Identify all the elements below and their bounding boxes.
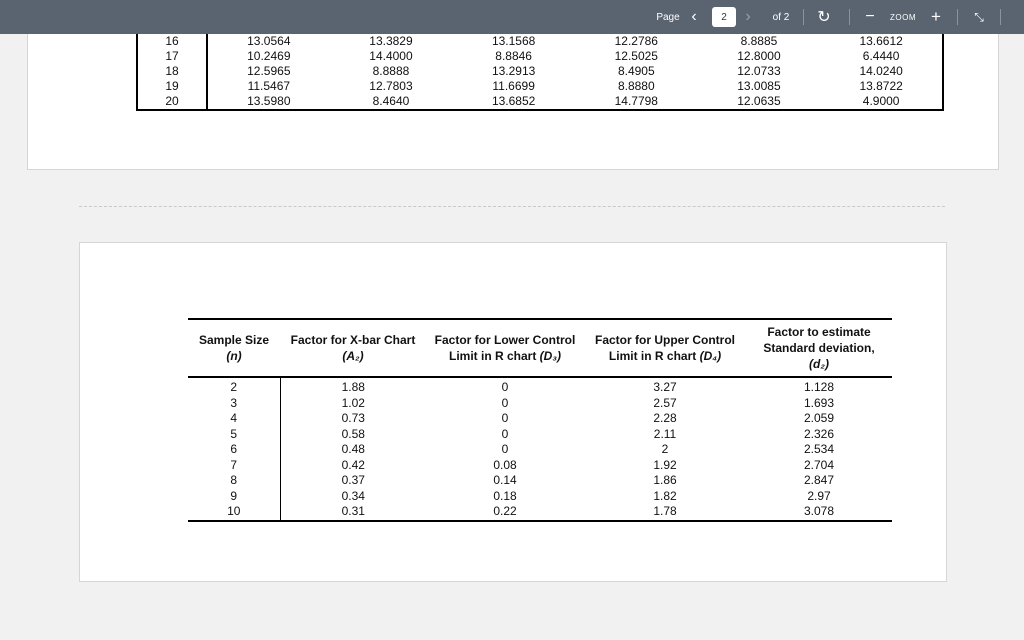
factor-cell: 0.14 [493,473,517,487]
zoom-label: ZOOM [890,12,916,22]
sample-size-cell: 2 [188,377,280,396]
table-cell: 13.1568 [491,34,536,48]
table-row [137,79,943,94]
row-index-cell: 17 [137,49,207,64]
table-row [188,458,892,474]
factor-cell: 0.58 [341,426,365,441]
row-index-cell: 18 [137,64,207,79]
table-row [188,377,892,396]
factor-cell: 0.37 [341,473,365,487]
table-row [188,504,892,521]
table-cell: 13.6612 [820,34,943,49]
factor-cell: 2.28 [653,411,677,425]
factor-cell: 0.18 [493,488,517,503]
factor-cell: 0 [501,380,509,394]
sample-size-cell: 7 [188,458,280,474]
factor-cell: 1.88 [341,380,365,394]
toolbar-divider [803,9,804,25]
table-row [137,64,943,79]
factor-cell: 1.78 [584,504,746,521]
table-cell: 12.2786 [614,34,658,48]
row-index-cell: 19 [137,79,207,94]
sample-size-cell: 10 [188,504,280,521]
factor-cell: 0.34 [341,488,365,503]
header-sample-size: Sample Size (n) [188,319,280,377]
sample-size-cell: 6 [188,442,280,458]
factor-cell: 2.704 [803,457,835,472]
table-row [188,489,892,505]
table-cell: 8.4640 [372,94,410,108]
table-cell: 11.5467 [247,79,291,93]
table-cell: 4.9000 [820,94,943,110]
factor-cell: 1.02 [341,395,365,410]
factor-cell: 3.078 [746,504,892,521]
table-cell: 14.7798 [614,94,658,108]
row-index-cell: 16 [137,34,207,49]
header-std-dev-factor: Factor to estimate Standard deviation, (d₂) [746,319,892,377]
data-table [136,34,944,111]
factor-cell: 2.847 [803,473,835,487]
factor-cell: 0 [501,426,509,441]
factor-cell: 2.534 [803,442,835,456]
factor-cell: 0 [501,411,509,425]
toolbar-divider [957,9,958,25]
table-cell: 12.7803 [369,79,413,93]
table-row [188,427,892,443]
table-cell: 12.5965 [247,64,291,78]
table-cell: 8.8885 [740,34,778,48]
factor-cell: 2.57 [653,395,677,410]
factor-cell: 0.22 [426,504,584,521]
table-cell: 13.0564 [247,34,291,48]
factor-cell: 3.27 [653,380,677,394]
chevron-right-icon[interactable]: › [745,8,751,25]
factor-cell: 0 [501,395,509,410]
table-cell: 8.4905 [617,64,655,78]
header-lower-control-factor: Factor for Lower Control Limit in R chart (D₃) [426,319,584,377]
toolbar-divider [1000,9,1001,25]
table-cell: 8.8846 [495,49,532,63]
factor-cell: 0.08 [493,457,517,472]
table-cell: 8.8880 [617,79,655,93]
table-cell: 10.2469 [247,49,291,63]
table-cell: 8.8888 [372,64,410,78]
chevron-left-icon[interactable]: ‹ [691,8,697,25]
factor-cell: 2.97 [807,488,831,503]
factor-cell: 2 [661,442,669,456]
factor-cell: 1.128 [803,380,835,394]
factor-cell: 0.42 [341,457,365,472]
collapse-icon[interactable]: ⤡ [974,9,984,24]
sample-size-cell: 8 [188,473,280,489]
factor-cell: 2.11 [653,426,677,441]
table-cell: 13.3829 [369,34,413,48]
table-cell: 14.0240 [820,64,943,79]
page-count: of 2 [772,11,790,23]
table-row [188,473,892,489]
factor-cell: 2.059 [803,411,835,425]
row-index-cell: 20 [137,94,207,110]
pdf-toolbar [0,0,1024,34]
table-row [137,94,943,110]
page-number-input[interactable]: 2 [712,7,736,27]
table-row [137,49,943,64]
sample-size-cell: 4 [188,411,280,427]
table-cell: 12.0733 [737,64,781,78]
table-cell: 13.0085 [737,79,781,93]
table-cell: 13.5980 [247,94,291,108]
table-row [188,411,892,427]
table-cell: 11.6699 [492,79,535,93]
table-row [137,34,943,49]
header-xbar-factor: Factor for X-bar Chart (A₂) [280,319,426,377]
factor-cell: 0.31 [280,504,426,521]
page-label: Page [656,11,680,23]
table-cell: 13.8722 [820,79,943,94]
table-cell: 13.6852 [491,94,536,108]
table-cell: 12.5025 [614,49,658,63]
table-row [188,396,892,412]
factor-cell: 1.82 [653,488,677,503]
factor-cell: 1.86 [653,473,677,487]
table-cell: 6.4440 [820,49,943,64]
factor-cell: 2.326 [803,426,835,441]
factor-cell: 1.92 [653,457,677,472]
factor-cell: 1.693 [803,395,835,410]
factor-table-header [188,319,892,377]
refresh-icon[interactable]: ↻ [817,9,831,26]
table-cell: 14.4000 [369,49,413,63]
sample-size-cell: 5 [188,427,280,443]
toolbar-divider [849,9,850,25]
sample-size-cell: 3 [188,396,280,412]
zoom-out-icon[interactable]: − [865,8,875,25]
factor-cell: 0 [501,442,509,456]
table-cell: 13.2913 [491,64,536,78]
zoom-in-icon[interactable]: + [931,7,941,26]
page-separator [79,206,945,207]
table-row [188,442,892,458]
factor-cell: 0.48 [341,442,365,456]
control-chart-factor-table [188,318,892,522]
sample-size-cell: 9 [188,489,280,505]
header-upper-control-factor: Factor for Upper Control Limit in R chart (D₄) [584,319,746,377]
table-cell: 12.8000 [737,49,781,63]
table-cell: 12.0635 [737,94,781,108]
factor-cell: 0.73 [341,411,365,425]
